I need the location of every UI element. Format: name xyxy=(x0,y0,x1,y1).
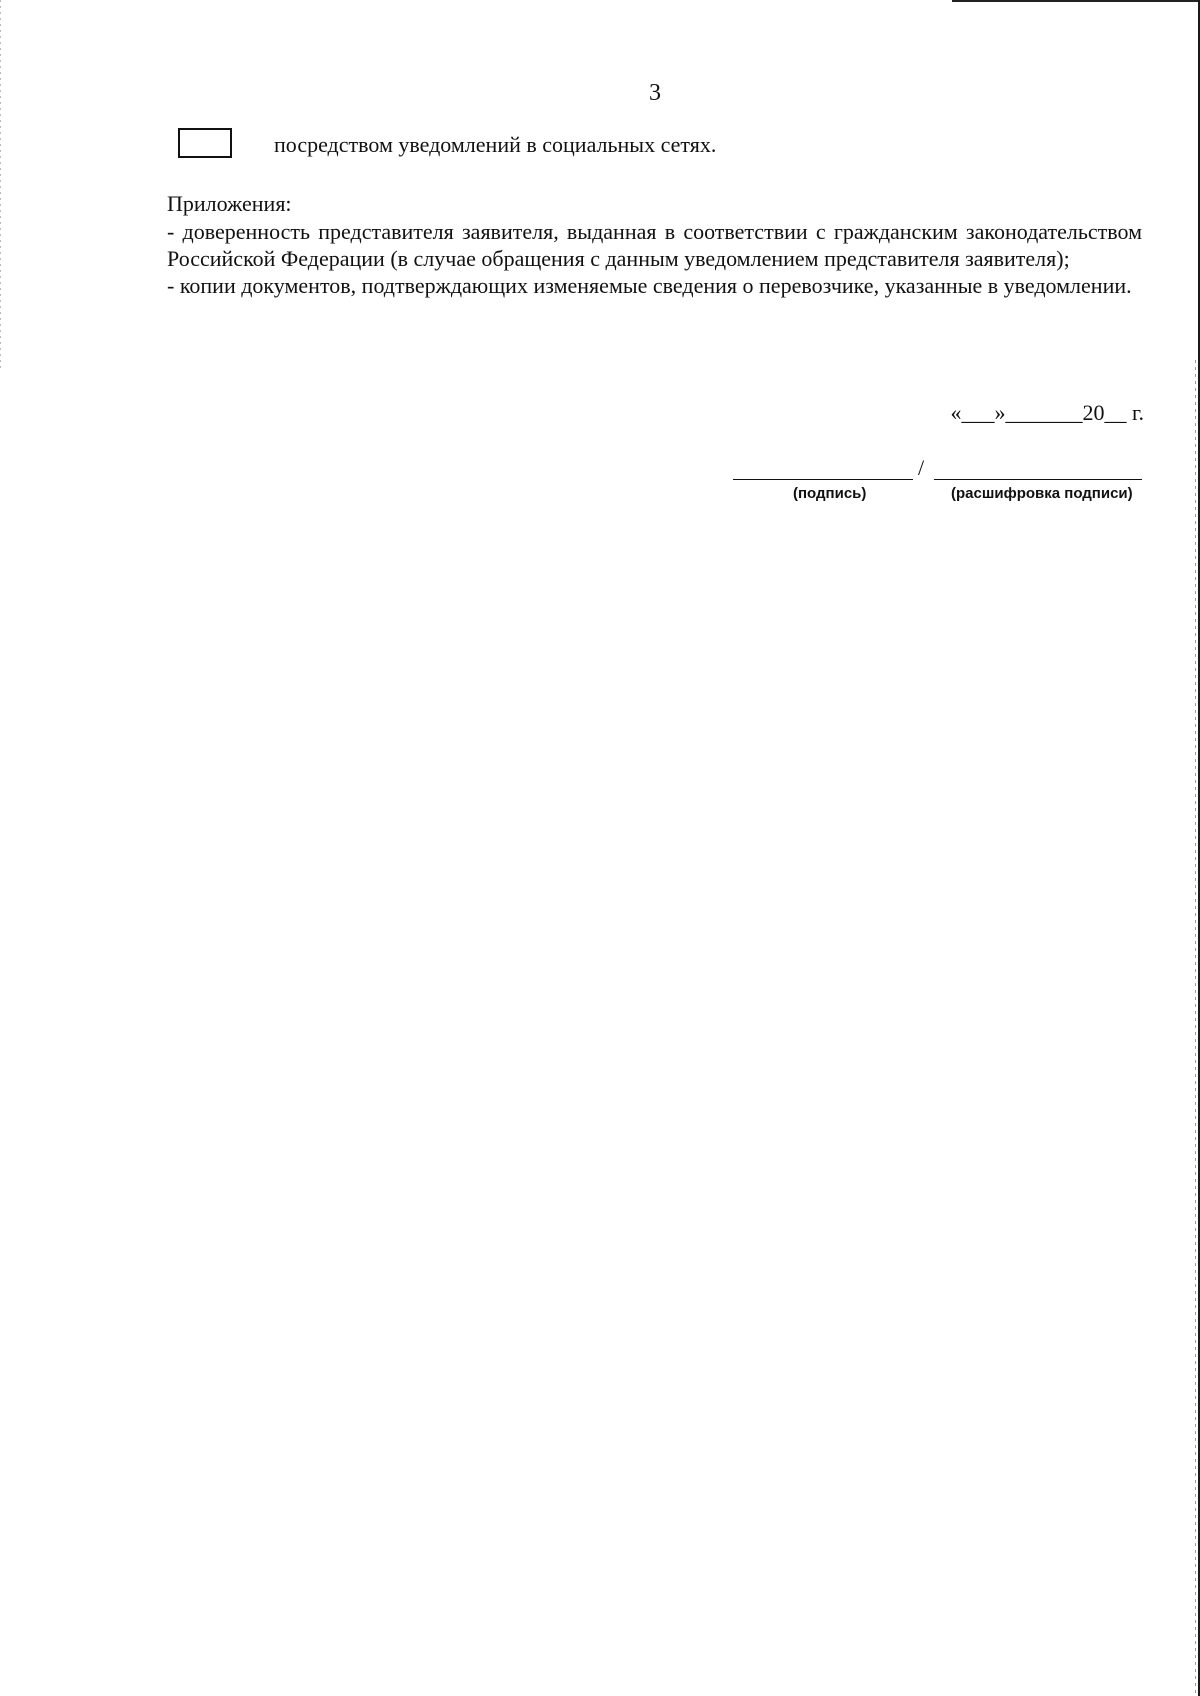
signature-separator: / xyxy=(918,455,925,480)
attachments-section xyxy=(167,190,1142,299)
signature-block xyxy=(733,455,1143,505)
attachment-item-power-of-attorney: - доверенность представителя заявителя, выданная в соответствии с гражданским законодательством Российской Федерации (в случае обращения с данным уведомлением представителя заявителя); xyxy=(167,219,1142,271)
page-number: 3 xyxy=(649,80,661,106)
signature-field-line xyxy=(733,479,913,480)
signature-decryption-line xyxy=(934,479,1142,480)
notification-option-row xyxy=(178,126,1158,162)
attachment-item-document-copies: - копии документов, подтверждающих изменяемые сведения о перевозчике, указанные в уведомлении. xyxy=(167,273,1132,298)
scan-edge-left xyxy=(0,0,1,372)
scan-edge-noise xyxy=(1195,360,1196,1696)
scan-edge-top xyxy=(952,0,1200,2)
signature-decryption-caption: (расшифровка подписи) xyxy=(951,485,1133,502)
option-checkbox[interactable] xyxy=(178,128,232,158)
attachments-heading: Приложения: xyxy=(167,191,292,216)
date-line: «___»_______20__ г. xyxy=(950,400,1144,425)
signature-caption: (подпись) xyxy=(793,485,867,502)
option-label: посредством уведомлений в социальных сетях. xyxy=(274,132,717,157)
